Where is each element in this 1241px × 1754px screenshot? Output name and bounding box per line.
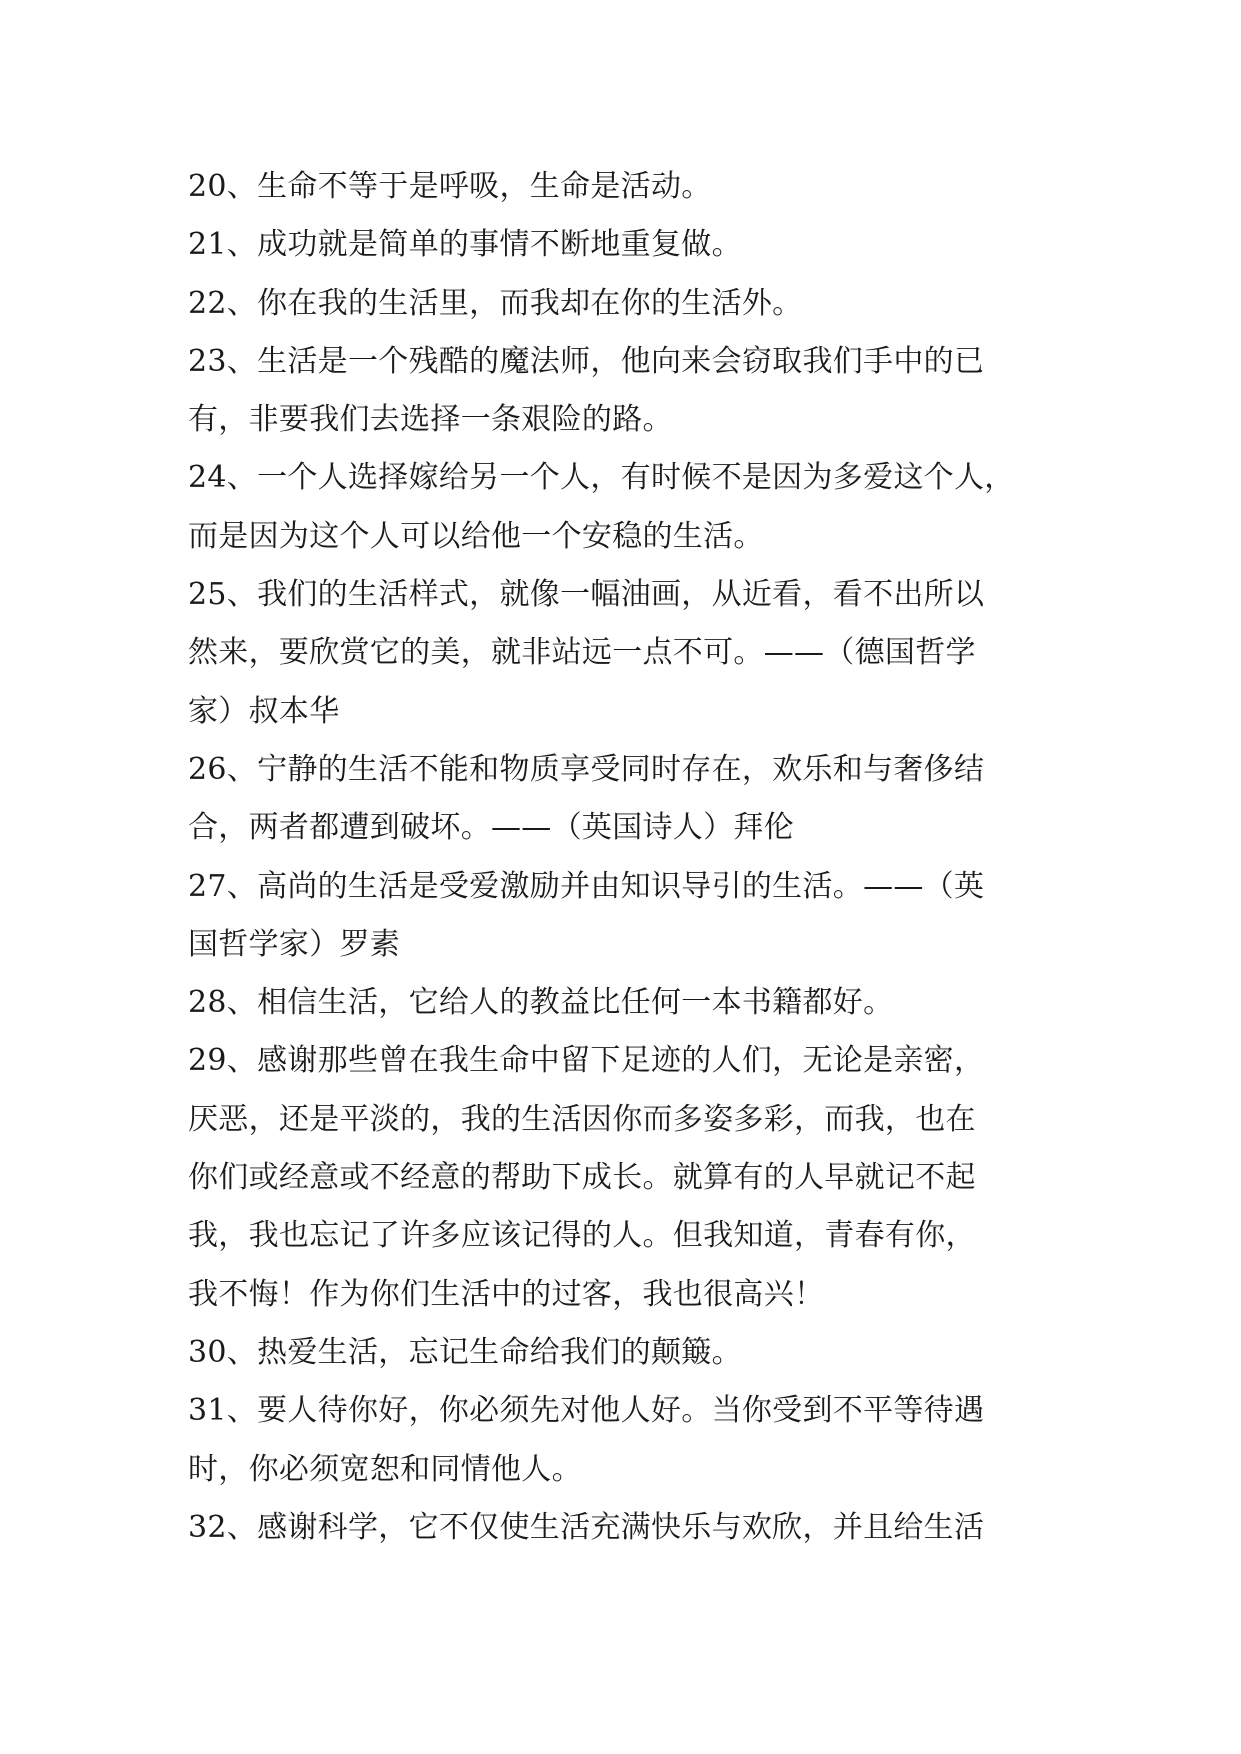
text-line: 我不悔！作为你们生活中的过客，我也很高兴！ <box>188 1276 825 1312</box>
text-line: 我，我也忘记了许多应该记得的人。但我知道，青春有你， <box>188 1218 976 1254</box>
text-line: 有，非要我们去选择一条艰险的路。 <box>188 402 673 438</box>
text-line: 32、感谢科学，它不仅使生活充满快乐与欢欣，并且给生活 <box>188 1509 985 1545</box>
document-body <box>188 158 1068 1557</box>
text-line: 30、热爱生活，忘记生命给我们的颠簸。 <box>188 1334 742 1370</box>
text-line: 23、生活是一个残酷的魔法师，他向来会窃取我们手中的已 <box>188 343 985 379</box>
text-line: 然来，要欣赏它的美，就非站远一点不可。——（德国哲学 <box>188 635 976 671</box>
text-line: 24、一个人选择嫁给另一个人，有时候不是因为多爱这个人， <box>188 460 1015 496</box>
text-line: 20、生命不等于是呼吸，生命是活动。 <box>188 169 712 204</box>
text-line: 合，两者都遭到破坏。——（英国诗人）拜伦 <box>188 810 794 846</box>
text-line: 家）叔本华 <box>188 693 340 729</box>
text-line: 厌恶，还是平淡的，我的生活因你而多姿多彩，而我，也在 <box>188 1101 976 1137</box>
text-line: 28、相信生活，它给人的教益比任何一本书籍都好。 <box>188 985 894 1021</box>
text-line: 国哲学家）罗素 <box>188 926 401 962</box>
text-line: 你们或经意或不经意的帮助下成长。就算有的人早就记不起 <box>188 1160 976 1196</box>
text-line: 29、感谢那些曾在我生命中留下足迹的人们，无论是亲密， <box>188 1043 985 1079</box>
text-line: 25、我们的生活样式，就像一幅油画，从近看，看不出所以 <box>188 577 985 613</box>
text-line: 27、高尚的生活是受爱激励并由知识导引的生活。——（英 <box>188 868 985 904</box>
text-line: 21、成功就是简单的事情不断地重复做。 <box>188 227 742 263</box>
text-line: 时，你必须宽恕和同情他人。 <box>188 1451 582 1487</box>
text-line: 而是因为这个人可以给他一个安稳的生活。 <box>188 518 764 554</box>
text-line: 26、宁静的生活不能和物质享受同时存在，欢乐和与奢侈结 <box>188 751 985 787</box>
text-line: 22、你在我的生活里，而我却在你的生活外。 <box>188 285 803 321</box>
text-line: 31、要人待你好，你必须先对他人好。当你受到不平等待遇 <box>188 1393 985 1429</box>
